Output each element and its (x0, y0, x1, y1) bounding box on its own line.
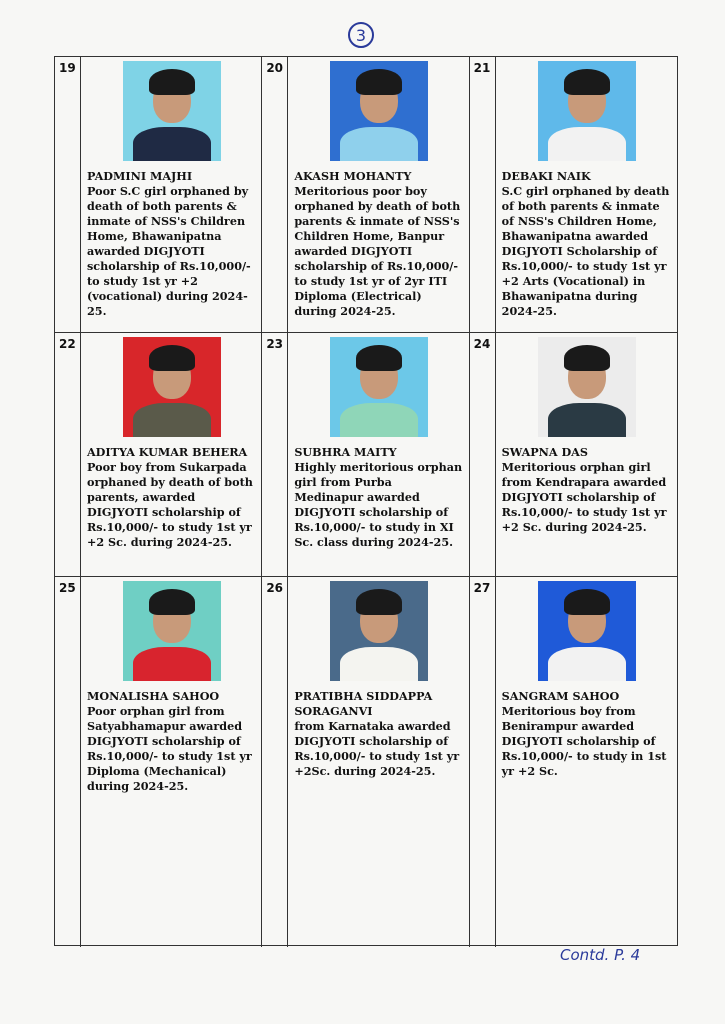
awardee-text (83, 437, 261, 550)
serial-number-column (55, 57, 81, 332)
serial-number-column (55, 333, 81, 576)
awardee-text (83, 681, 261, 794)
awardee-table (54, 56, 678, 946)
serial-number-column (470, 57, 496, 332)
awardee-photo (538, 337, 636, 437)
awardee-text (83, 161, 261, 319)
awardee-name: PRATIBHA SIDDAPPA SORAGANVI (294, 689, 433, 718)
serial-number: 21 (473, 61, 491, 75)
awardee-cell (470, 57, 677, 333)
awardee-description: from Karnataka awarded DIGJYOTI scholarship of Rs.10,000/- to study 1st yr +2Sc. during 2024-25. (294, 719, 460, 778)
awardee-cell (262, 57, 469, 333)
awardee-cell (262, 577, 469, 947)
serial-number-column (262, 57, 288, 332)
awardee-name: PADMINI MAJHI (87, 169, 193, 183)
awardee-description: Meritorious orphan girl from Kendrapara awarded DIGJYOTI scholarship of Rs.10,000/- to study 1st yr +2 Sc. during 2024-25. (501, 460, 667, 534)
awardee-description: Poor S.C girl orphaned by death of both parents & inmate of NSS's Children Home, Bhawanipatna awarded DIGJYOTI scholarship of Rs.10,000/- to study 1st yr +2 (vocational) during 2024-25. (87, 184, 251, 318)
serial-number-column (470, 577, 496, 947)
awardee-description: Highly meritorious orphan girl from Purba Medinapur awarded DIGJYOTI scholarship of Rs.10,000/- to study in XI Sc. class during 2024-25. (294, 460, 463, 549)
awardee-description: S.C girl orphaned by death of both parents & inmate of NSS's Children Home, Bhawanipatna awarded DIGJYOTI Scholarship of Rs.10,000/- to study 1st yr +2 Arts (Vocational) in Bhawanipatna during 2024-25. (501, 184, 670, 318)
awardee-name: SWAPNA DAS (501, 445, 588, 459)
awardee-description: Poor orphan girl from Satyabhamapur awarded DIGJYOTI scholarship of Rs.10,000/- to study 1st yr Diploma (Mechanical) during 2024-25. (87, 704, 252, 793)
awardee-cell (262, 333, 469, 577)
serial-number-column (470, 333, 496, 576)
awardee-photo (123, 581, 221, 681)
serial-number: 26 (266, 581, 284, 595)
awardee-cell (470, 333, 677, 577)
awardee-name: AKASH MOHANTY (294, 169, 412, 183)
serial-number: 24 (473, 337, 491, 351)
awardee-cell (55, 57, 262, 333)
serial-number: 20 (266, 61, 284, 75)
awardee-text (290, 437, 468, 550)
awardee-description: Meritorious poor boy orphaned by death of both parents & inmate of NSS's Children Home, Banpur awarded DIGJYOTI scholarship of Rs.10,000/- to study 1st yr of 2yr ITI Diploma (Electrical) during 2024-25. (294, 184, 461, 318)
serial-number: 19 (59, 61, 76, 75)
awardee-photo (123, 61, 221, 161)
serial-number-column (262, 333, 288, 576)
awardee-text (498, 681, 677, 779)
awardee-cell (55, 577, 262, 947)
serial-number: 22 (59, 337, 76, 351)
serial-number: 27 (473, 581, 491, 595)
awardee-cell (470, 577, 677, 947)
serial-number-column (55, 577, 81, 947)
awardee-text (290, 161, 468, 319)
awardee-photo (330, 581, 428, 681)
serial-number: 25 (59, 581, 76, 595)
serial-number-column (262, 577, 288, 947)
awardee-name: SANGRAM SAHOO (501, 689, 620, 703)
awardee-description: Meritorious boy from Benirampur awarded DIGJYOTI scholarship of Rs.10,000/- to study in 1st yr +2 Sc. (501, 704, 667, 778)
awardee-name: ADITYA KUMAR BEHERA (87, 445, 248, 459)
awardee-name: SUBHRA MAITY (294, 445, 397, 459)
awardee-photo (538, 61, 636, 161)
awardee-cell (55, 333, 262, 577)
awardee-text (290, 681, 468, 779)
page-number: 3 (348, 22, 374, 48)
continued-note: Contd. P. 4 (560, 946, 641, 964)
awardee-text (498, 437, 677, 535)
awardee-name: MONALISHA SAHOO (87, 689, 220, 703)
serial-number: 23 (266, 337, 284, 351)
awardee-photo (330, 61, 428, 161)
awardee-photo (123, 337, 221, 437)
awardee-description: Poor boy from Sukarpada orphaned by death of both parents, awarded DIGJYOTI scholarship of Rs.10,000/- to study 1st yr +2 Sc. during 2024-25. (87, 460, 253, 549)
awardee-photo (538, 581, 636, 681)
awardee-name: DEBAKI NAIK (501, 169, 591, 183)
awardee-photo (330, 337, 428, 437)
awardee-text (498, 161, 677, 319)
